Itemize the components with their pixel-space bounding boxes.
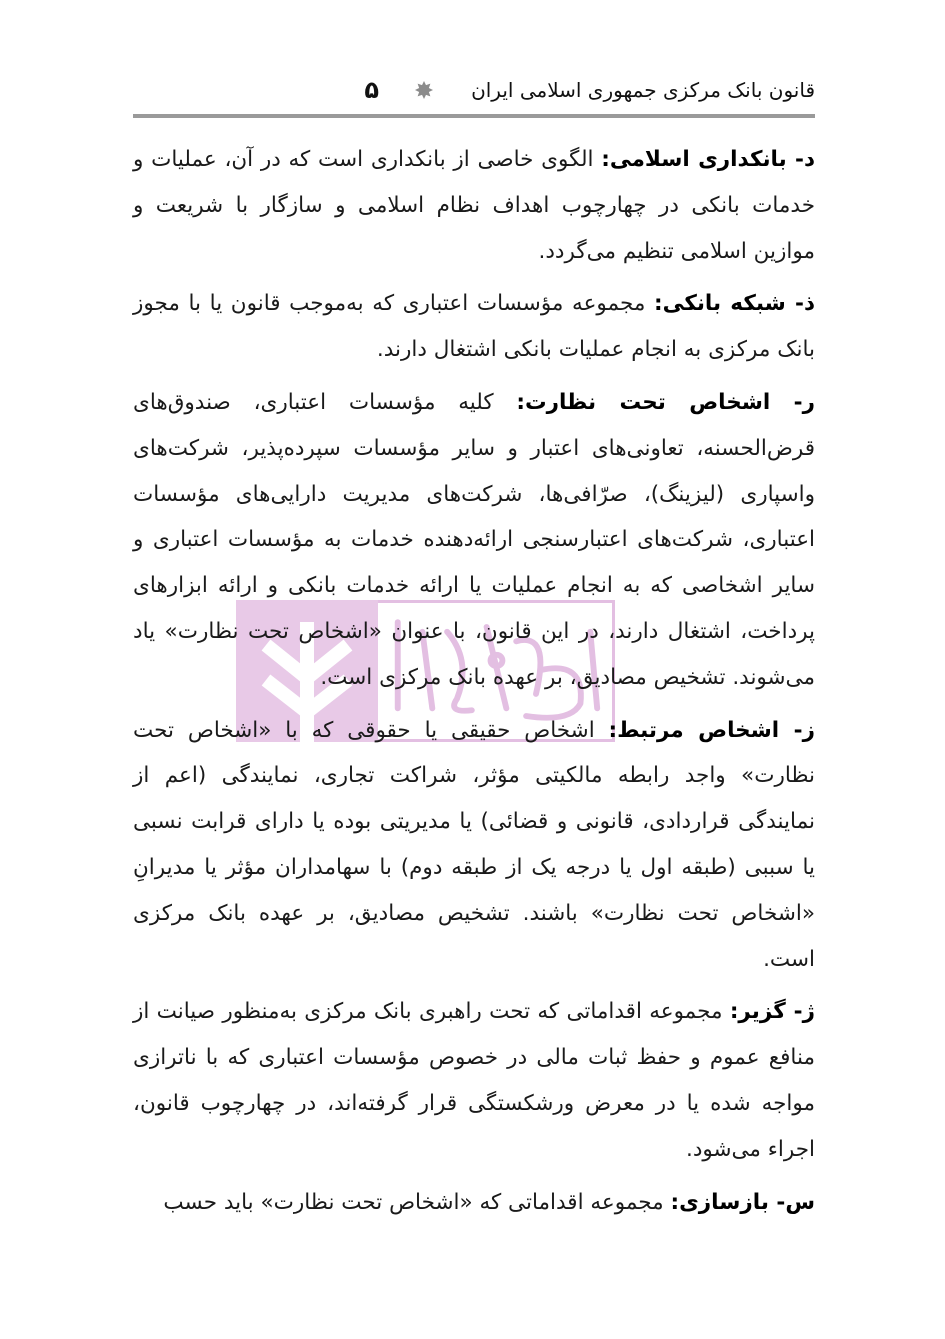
definition-term: ژ- گزیر:: [729, 999, 815, 1025]
definition-paragraph-sin: [133, 1180, 815, 1226]
definition-term: د- بانکداری اسلامی:: [601, 147, 815, 172]
star-ornament-icon: [415, 81, 433, 99]
definition-paragraph-zhe: [133, 989, 815, 1172]
document-body: [133, 137, 815, 1232]
definition-term: ز- اشخاص مرتبط:: [608, 717, 815, 743]
definition-text: مجموعه اقداماتی که «اشخاص تحت نظارت» باید حسب: [163, 1189, 671, 1215]
definition-term: س- بازسازی:: [670, 1189, 815, 1215]
page-number: ۵: [364, 76, 380, 104]
definition-term: ر- اشخاص تحت نظارت:: [516, 389, 815, 415]
definition-text: کلیه مؤسسات اعتباری، صندوق‌های قرض‌الحسنه، تعاونی‌های اعتبار و سایر مؤسسات سپرده‌پذیر، شرکت‌های واسپاری (لیزینگ)، صرّافی‌ها، شرکت‌های مدیریت دارایی‌های مؤسسات اعتباری، شرکت‌های اعتبارسنجی ارائه‌دهنده خدمات به مؤسسات اعتباری و سایر اشخاصی که به انجام عملیات یا ارائه خدمات بانکی و ارائه ابزارهای پرداخت، اشتغال دارند، در این قانون، با عنوان «اشخاص تحت نظارت» یاد می‌شوند. تشخیص مصادیق، بر عهده بانک مرکزی است.: [133, 389, 815, 690]
definition-paragraph-zal: [133, 281, 815, 373]
definition-paragraph-re: [133, 380, 815, 701]
page-header: [133, 72, 815, 108]
definition-term: ذ- شبکه بانکی:: [653, 291, 815, 317]
header-divider: [133, 114, 815, 118]
definition-text: مجموعه اقداماتی که تحت راهبری بانک مرکزی به‌منظور صیانت از منافع عموم و حفظ ثبات مالی در خصوص مؤسسات اعتباری که با ناترازی مواجه شده یا در معرض ورشکستگی قرار گرفته‌اند، در چهارچوب قانون، اجراء می‌شود.: [133, 999, 815, 1162]
definition-text: الگوی خاصی از بانکداری است که در آن، عملیات و خدمات بانکی در چهارچوب اهداف نظام اسلامی و سازگار با شریعت و موازین اسلامی تنظیم می‌گردد.: [133, 147, 815, 264]
definition-text: مجموعه مؤسسات اعتباری که به‌موجب قانون یا با مجوز بانک مرکزی به انجام عملیات بانکی اشتغال دارند.: [133, 291, 815, 363]
definition-paragraph-dal: [133, 137, 815, 274]
running-title: قانون بانک مرکزی جمهوری اسلامی ایران: [471, 78, 815, 102]
definition-paragraph-ze: [133, 708, 815, 983]
definition-text: اشخاص حقیقی یا حقوقی که با «اشخاص تحت نظارت» واجد رابطه مالکیتی مؤثر، شراکت تجاری، نمایندگی (اعم از نمایندگی قراردادی، قانونی و قضائی) یا مدیریتی بوده یا دارای قرابت نسبی یا سببی (طبقه اول یا درجه یک از طبقه دوم) با سهامداران مؤثر یا مدیرانِ «اشخاص تحت نظارت» باشند. تشخیص مصادیق، بر عهده بانک مرکزی است.: [133, 717, 815, 972]
